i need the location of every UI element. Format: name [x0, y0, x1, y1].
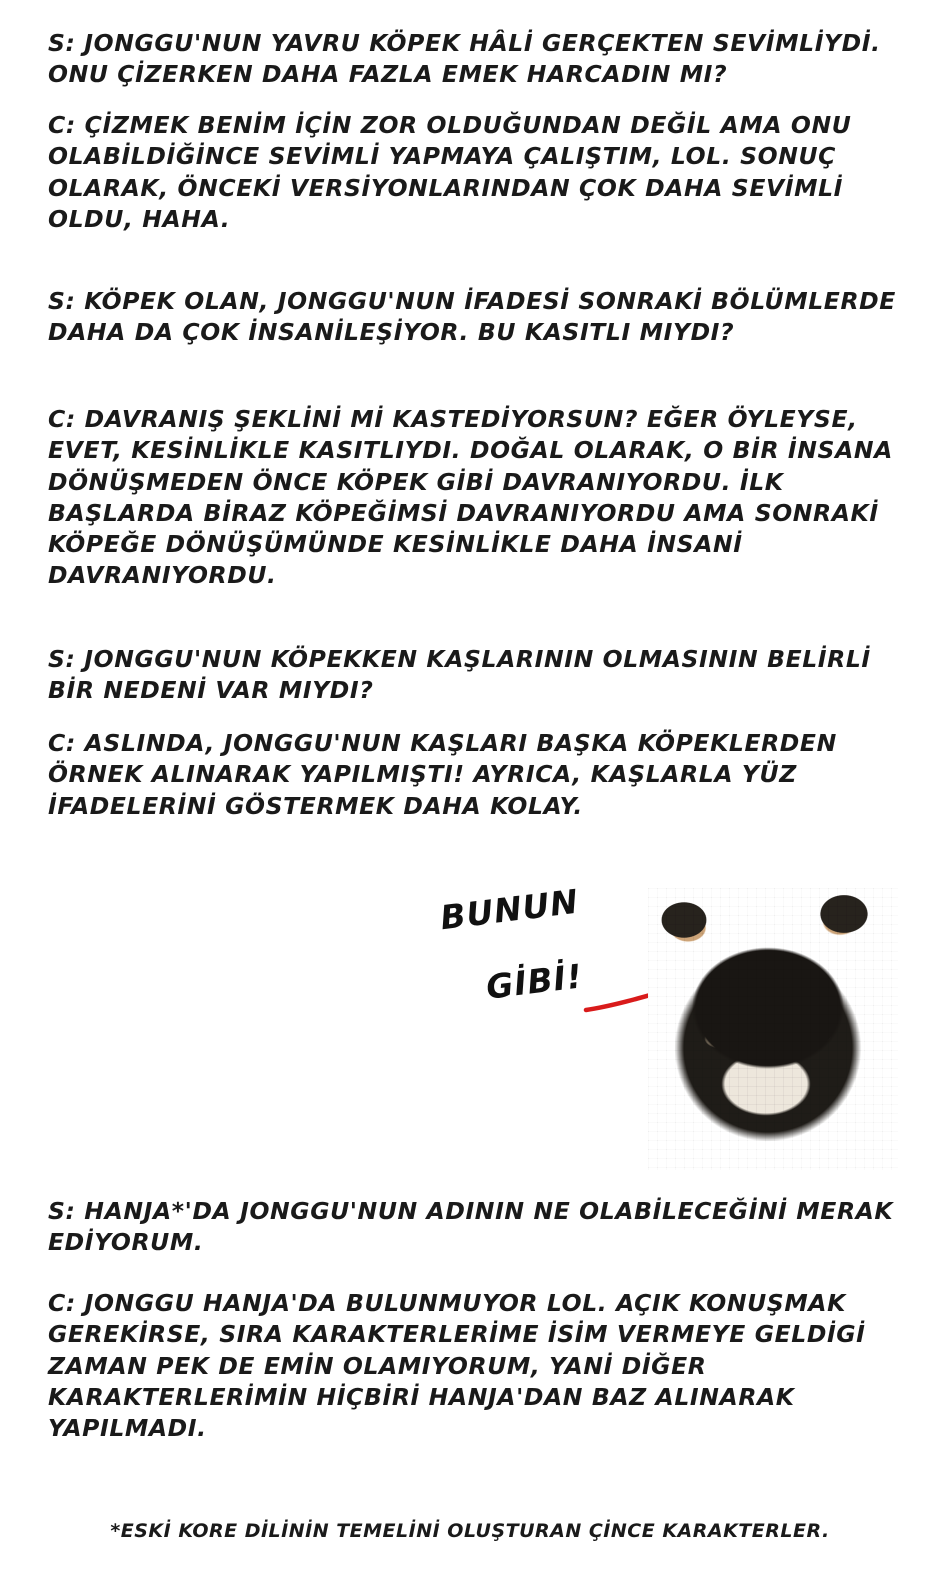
answer-text-1: C: ÇİZMEK BENİM İÇİN ZOR OLDUĞUNDAN DEĞİL AMA ONU OLABİLDİĞİNCE SEVİMLİ YAPMAYA ÇALIŞTIM, LOL. SONUÇ OLARAK, ÖNCEKİ VERSİYONLARINDAN ÇOK DAHA SEVİMLİ OLDU, HAHA. — [48, 111, 852, 233]
answer-block-1 — [48, 110, 904, 235]
annotation-line-2: GİBİ! — [483, 956, 585, 1007]
question-text-4: S: HANJA*'DA JONGGU'NUN ADININ NE OLABİLECEĞİNİ MERAK EDİYORUM. — [48, 1197, 894, 1257]
answer-block-3 — [48, 728, 904, 822]
answer-text-3: C: ASLINDA, JONGGU'NUN KAŞLARI BAŞKA KÖPEKLERDEN ÖRNEK ALINARAK YAPILMIŞTI! AYRICA, KAŞLARLA YÜZ İFADELERİNİ GÖSTERMEK DAHA KOLAY. — [48, 729, 837, 820]
question-text-1: S: JONGGU'NUN YAVRU KÖPEK HÂLİ GERÇEKTEN SEVİMLİYDİ. ONU ÇİZERKEN DAHA FAZLA EMEK HARCADIN MI? — [48, 29, 881, 89]
question-block-1 — [48, 28, 904, 91]
answer-text-2: C: DAVRANIŞ ŞEKLİNİ Mİ KASTEDİYORSUN? EĞER ÖYLEYSE, EVET, KESİNLİKLE KASITLIYDI. DOĞAL OLARAK, O BİR İNSANA DÖNÜŞMEDEN ÖNCE KÖPEK GİBİ DAVRANIYORDU. İLK BAŞLARDA BİRAZ KÖPEĞİMSİ DAVRANIYORDU AMA SONRAKİ KÖPEĞE DÖNÜŞÜMÜNDE KESİNLİKLE DAHA İNSANİ DAVRANIYORDU. — [48, 405, 893, 590]
footnote: *ESKİ KORE DİLİNİN TEMELİNİ OLUŞTURAN ÇİNCE KARAKTERLER. — [110, 1520, 830, 1542]
question-text-3: S: JONGGU'NUN KÖPEKKEN KAŞLARININ OLMASININ BELİRLİ BİR NEDENİ VAR MIYDI? — [48, 645, 871, 705]
question-block-4 — [48, 1196, 904, 1259]
pixelation-overlay — [648, 888, 898, 1170]
question-block-2 — [48, 286, 904, 349]
annotation-line-1: BUNUN — [438, 881, 581, 938]
question-text-2: S: KÖPEK OLAN, JONGGU'NUN İFADESİ SONRAKİ BÖLÜMLERDE DAHA DA ÇOK İNSANİLEŞİYOR. BU KASITLI MIYDI? — [48, 287, 896, 347]
question-block-3 — [48, 644, 904, 707]
shiba-inu-photo — [648, 888, 898, 1170]
answer-block-2 — [48, 404, 904, 592]
answer-block-4 — [48, 1288, 904, 1444]
illustration-area — [430, 880, 900, 1170]
answer-text-4: C: JONGGU HANJA'DA BULUNMUYOR LOL. AÇIK KONUŞMAK GEREKİRSE, SIRA KARAKTERLERİME İSİM VERMEYE GELDİGİ ZAMAN PEK DE EMİN OLAMIYORUM, YANİ DİĞER KARAKTERLERİMİN HİÇBİRİ HANJA'DAN BAZ ALINARAK YAPILMADI. — [48, 1289, 866, 1442]
